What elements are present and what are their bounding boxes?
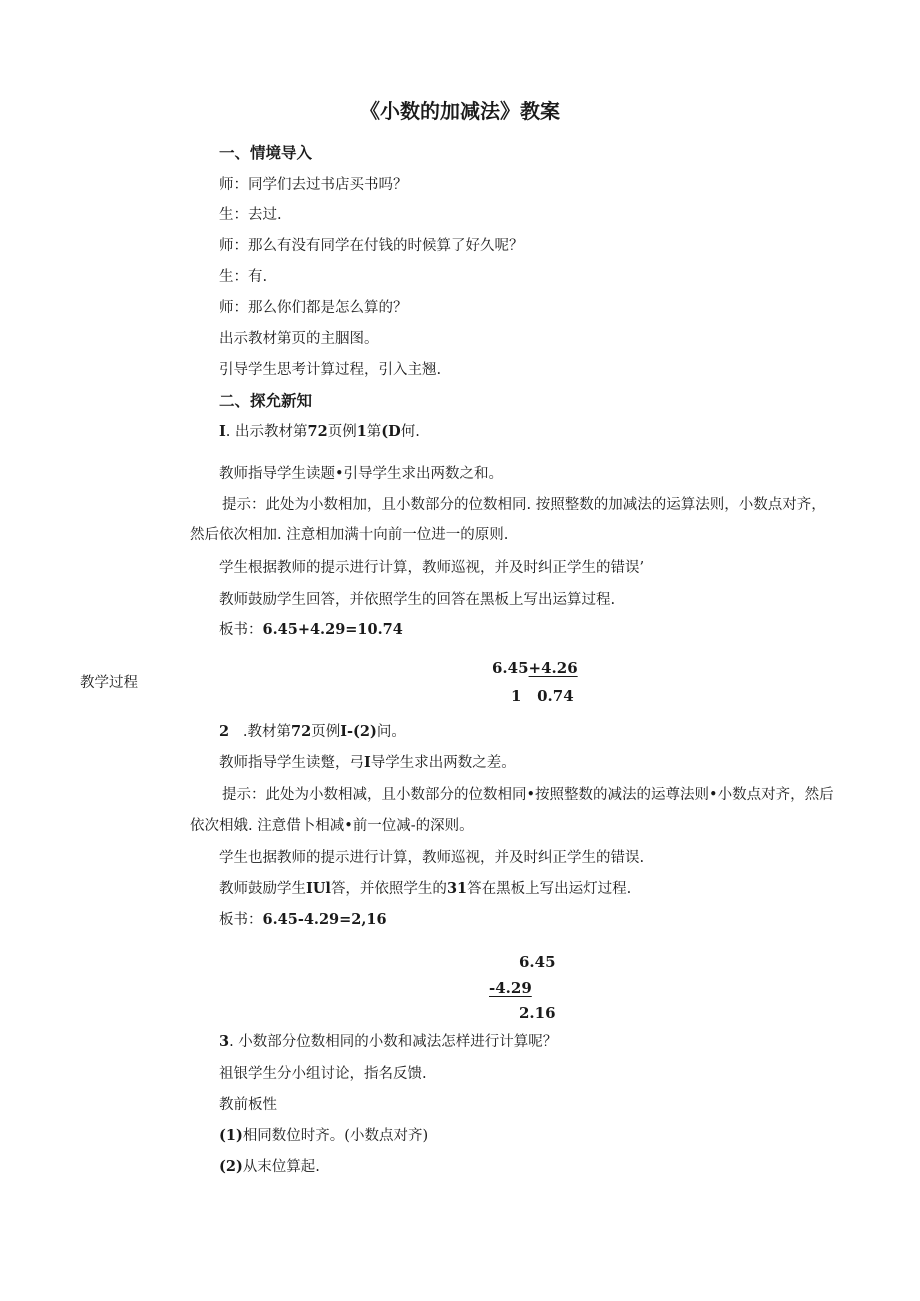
body-line: 学生也据教师的提示进行计算，教师巡视，并及时纠正学生的错误. (219, 850, 645, 866)
body-line: 教师指导学生读蹩，弓I导学生求出两数之差。 (219, 754, 516, 771)
hint-line: 然后依次相加. 注意相加满十向前一位进一的原则. (190, 527, 509, 543)
dialog-line: 生：有. (219, 269, 268, 285)
question-3: 3. 小数部分位数相同的小数和减法怎样进行计算呢？ (219, 1033, 558, 1050)
side-label: 教学过程 (80, 675, 138, 691)
body-line: 教师鼓励学生IUl答，并依照学生的31答在黑板上写出运灯过程. (219, 880, 632, 897)
vertical-calc-subtraction-top: 6.45 (519, 953, 556, 971)
body-line: 学生根据教师的提示进行计算，教师巡视，并及时纠正学生的错误’ (219, 560, 645, 576)
body-line: 教师鼓励学生回答，并依照学生的回答在黑板上写出运算过程. (219, 592, 616, 608)
vertical-calc-subtraction-result: 2.16 (519, 1004, 556, 1022)
vertical-calc-addition-top: 6.45+4.26 (492, 659, 578, 677)
section-heading-intro: 一、情境导入 (219, 144, 313, 162)
body-line: 引导学生思考计算过程，引入主翘. (219, 362, 442, 378)
dialog-line: 师：同学们去过书店买书吗？ (219, 177, 408, 193)
example-number: I (219, 423, 226, 440)
board-line: 板书：6.45+4.29=10.74 (219, 621, 403, 638)
example-2-heading: 2 .教材第72页例I-(2)问。 (219, 723, 406, 740)
dialog-line: 师：那么你们都是怎么算的？ (219, 300, 408, 316)
rule-item: (2)从末位算起. (219, 1158, 320, 1175)
hint-line: 提示：此处为小数相减，且小数部分的位数相同•按照整数的减法的运尊法则•小数点对齐，然后 (222, 787, 834, 803)
board-equation: 6.45+4.29=10.74 (262, 621, 403, 638)
vertical-calc-addition-result: 1 0.74 (511, 687, 574, 705)
board-line: 板书：6.45-4.29=2,16 (219, 911, 387, 928)
vertical-calc-subtraction-second: -4.29 (489, 979, 532, 997)
body-line: 出示教材第页的主胭图。 (219, 331, 379, 347)
dialog-line: 生：去过. (219, 207, 282, 223)
dialog-line: 师：那么有没有同学在付钱的时候算了好久呢？ (219, 238, 524, 254)
question-number: 3 (219, 1033, 230, 1050)
board-equation: 6.45-4.29=2,16 (262, 911, 387, 928)
section-heading-explore: 二、探允新知 (219, 392, 313, 410)
rule-item: (1)相同数位时齐。(小数点对齐) (219, 1127, 429, 1144)
page-title: 《小数的加减法》教案 (360, 99, 560, 123)
hint-line: 提示：此处为小数相加，且小数部分的位数相同. 按照整数的加减法的运算法则，小数点对齐， (222, 497, 826, 513)
hint-line: 依次相娥. 注意借卜相减•前一位减-的深则。 (190, 818, 474, 834)
body-line: 教师指导学生读题•引导学生求出两数之和。 (219, 466, 504, 482)
example-number: 2 (219, 723, 230, 740)
example-1-heading: I. 出示教材第72页例1第(D何. (219, 423, 420, 440)
body-line: 祖银学生分小组讨论，指名反馈. (219, 1066, 427, 1082)
body-line: 教前板性 (219, 1097, 277, 1113)
